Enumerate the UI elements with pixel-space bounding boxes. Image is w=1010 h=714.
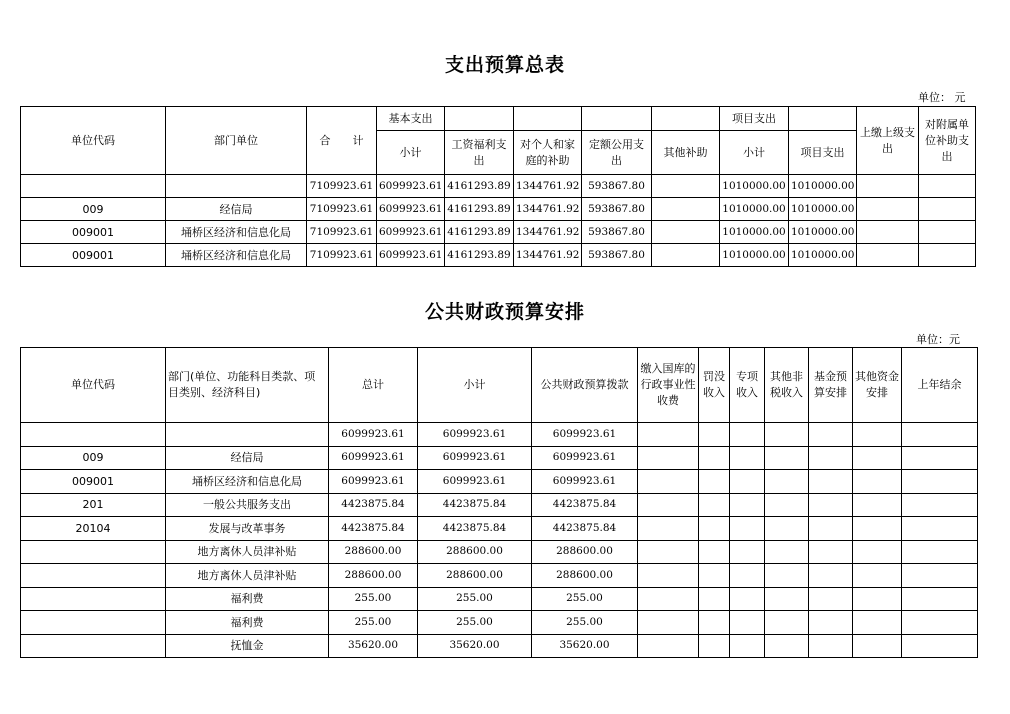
cell-public: 593867.80 — [582, 175, 652, 198]
header-dept: 部门(单位、功能科目类款、项目类别、经济科目) — [166, 348, 329, 423]
cell-personal: 1344761.92 — [514, 198, 582, 221]
cell-proj-subtotal: 1010000.00 — [720, 221, 789, 244]
cell-dept — [166, 175, 307, 198]
header-other: 其他补助 — [652, 131, 720, 175]
cell-subtotal: 255.00 — [418, 587, 532, 611]
header-nontax: 其他非税收入 — [765, 348, 809, 423]
cell-treasury — [638, 540, 699, 564]
header-project: 项目支出 — [720, 107, 789, 131]
cell-other-fund — [853, 493, 902, 517]
header-total: 合 计 — [307, 107, 377, 175]
header-subtotal: 小计 — [418, 348, 532, 423]
header-special: 专项收入 — [730, 348, 765, 423]
cell-proj-exp: 1010000.00 — [789, 175, 857, 198]
header-wage: 工资福利支出 — [445, 131, 514, 175]
header-fund: 基金预算安排 — [809, 348, 853, 423]
table2-title: 公共财政预算安排 — [424, 301, 585, 323]
cell-wage: 4161293.89 — [445, 221, 514, 244]
header-blank — [514, 107, 582, 131]
table-row — [21, 611, 978, 635]
cell-subtotal: 255.00 — [418, 611, 532, 635]
cell-total: 7109923.61 — [307, 221, 377, 244]
cell-code: 009 — [21, 198, 166, 221]
cell-affiliated — [919, 244, 976, 267]
cell-carryover — [902, 493, 978, 517]
cell-treasury — [638, 470, 699, 494]
table-row — [21, 198, 976, 221]
header-blank — [582, 107, 652, 131]
cell-special — [730, 564, 765, 588]
cell-dept: 地方离休人员津补贴 — [166, 564, 329, 588]
header-carryover: 上年结余 — [902, 348, 978, 423]
cell-code — [21, 540, 166, 564]
cell-fines — [699, 493, 730, 517]
header-appropriation: 公共财政预算拨款 — [532, 348, 638, 423]
cell-dept: 经信局 — [166, 198, 307, 221]
cell-total: 7109923.61 — [307, 175, 377, 198]
cell-treasury — [638, 564, 699, 588]
header-proj-subtotal: 小计 — [720, 131, 789, 175]
cell-other-fund — [853, 423, 902, 447]
cell-special — [730, 517, 765, 541]
cell-wage: 4161293.89 — [445, 198, 514, 221]
header-public: 定额公用支出 — [582, 131, 652, 175]
cell-fund — [809, 564, 853, 588]
cell-nontax — [765, 517, 809, 541]
cell-affiliated — [919, 175, 976, 198]
cell-proj-subtotal: 1010000.00 — [720, 244, 789, 267]
cell-special — [730, 470, 765, 494]
cell-subtotal: 6099923.61 — [418, 470, 532, 494]
cell-carryover — [902, 470, 978, 494]
cell-carryover — [902, 423, 978, 447]
header-fines: 罚没收入 — [699, 348, 730, 423]
cell-appropriation: 6099923.61 — [532, 423, 638, 447]
cell-dept: 抚恤金 — [166, 634, 329, 658]
cell-appropriation: 4423875.84 — [532, 517, 638, 541]
cell-dept: 埇桥区经济和信息化局 — [166, 244, 307, 267]
cell-subtotal: 6099923.61 — [377, 198, 445, 221]
cell-carryover — [902, 634, 978, 658]
cell-upper — [857, 198, 919, 221]
table1-title: 支出预算总表 — [444, 54, 565, 76]
cell-carryover — [902, 446, 978, 470]
cell-appropriation: 288600.00 — [532, 540, 638, 564]
cell-dept: 地方离休人员津补贴 — [166, 540, 329, 564]
cell-fund — [809, 446, 853, 470]
table-row — [21, 244, 976, 267]
header-personal: 对个人和家庭的补助 — [514, 131, 582, 175]
public-finance-budget-table — [20, 347, 978, 658]
table1-unit: 单位： 元 — [918, 91, 966, 104]
header-upper: 上缴上级支出 — [857, 107, 919, 175]
cell-public: 593867.80 — [582, 221, 652, 244]
cell-dept: 福利费 — [166, 611, 329, 635]
cell-fund — [809, 540, 853, 564]
cell-fines — [699, 517, 730, 541]
table-row — [21, 446, 978, 470]
cell-special — [730, 634, 765, 658]
header-unit-code: 单位代码 — [21, 348, 166, 423]
cell-personal: 1344761.92 — [514, 244, 582, 267]
cell-subtotal: 6099923.61 — [377, 244, 445, 267]
header-unit-code: 单位代码 — [21, 107, 166, 175]
cell-code — [21, 634, 166, 658]
cell-nontax — [765, 634, 809, 658]
cell-total: 6099923.61 — [329, 470, 418, 494]
cell-personal: 1344761.92 — [514, 221, 582, 244]
cell-fund — [809, 634, 853, 658]
cell-special — [730, 540, 765, 564]
cell-fines — [699, 611, 730, 635]
cell-total: 255.00 — [329, 587, 418, 611]
cell-carryover — [902, 564, 978, 588]
table-row — [21, 517, 978, 541]
header-blank — [652, 107, 720, 131]
table-row — [21, 175, 976, 198]
cell-dept: 经信局 — [166, 446, 329, 470]
cell-special — [730, 587, 765, 611]
cell-carryover — [902, 587, 978, 611]
cell-upper — [857, 175, 919, 198]
cell-total: 7109923.61 — [307, 198, 377, 221]
cell-code: 009001 — [21, 244, 166, 267]
cell-upper — [857, 244, 919, 267]
cell-total: 7109923.61 — [307, 244, 377, 267]
cell-upper — [857, 221, 919, 244]
cell-wage: 4161293.89 — [445, 244, 514, 267]
cell-wage: 4161293.89 — [445, 175, 514, 198]
cell-code: 009001 — [21, 221, 166, 244]
cell-subtotal: 6099923.61 — [418, 446, 532, 470]
cell-other — [652, 198, 720, 221]
cell-code — [21, 611, 166, 635]
cell-nontax — [765, 493, 809, 517]
cell-appropriation: 255.00 — [532, 611, 638, 635]
cell-nontax — [765, 564, 809, 588]
table-row — [21, 470, 978, 494]
cell-total: 4423875.84 — [329, 517, 418, 541]
cell-other-fund — [853, 470, 902, 494]
cell-fund — [809, 493, 853, 517]
cell-nontax — [765, 423, 809, 447]
header-treasury: 缴入国库的行政事业性收费 — [638, 348, 699, 423]
cell-dept — [166, 423, 329, 447]
cell-subtotal: 35620.00 — [418, 634, 532, 658]
cell-nontax — [765, 611, 809, 635]
cell-other-fund — [853, 517, 902, 541]
cell-subtotal: 4423875.84 — [418, 493, 532, 517]
header-subtotal: 小计 — [377, 131, 445, 175]
cell-total: 288600.00 — [329, 564, 418, 588]
table-row — [21, 423, 978, 447]
cell-personal: 1344761.92 — [514, 175, 582, 198]
cell-other-fund — [853, 587, 902, 611]
cell-subtotal: 6099923.61 — [377, 221, 445, 244]
table-row — [21, 540, 978, 564]
cell-carryover — [902, 540, 978, 564]
cell-fines — [699, 470, 730, 494]
cell-carryover — [902, 517, 978, 541]
cell-total: 255.00 — [329, 611, 418, 635]
cell-fines — [699, 540, 730, 564]
cell-code: 009001 — [21, 470, 166, 494]
cell-code: 201 — [21, 493, 166, 517]
cell-subtotal: 6099923.61 — [377, 175, 445, 198]
header-basic: 基本支出 — [377, 107, 445, 131]
cell-proj-exp: 1010000.00 — [789, 198, 857, 221]
header-total: 总计 — [329, 348, 418, 423]
cell-fund — [809, 470, 853, 494]
cell-affiliated — [919, 198, 976, 221]
cell-subtotal: 288600.00 — [418, 564, 532, 588]
cell-other-fund — [853, 634, 902, 658]
table-row — [21, 564, 978, 588]
cell-code: 009 — [21, 446, 166, 470]
cell-special — [730, 446, 765, 470]
table-row — [21, 634, 978, 658]
cell-nontax — [765, 446, 809, 470]
cell-code — [21, 175, 166, 198]
cell-appropriation: 35620.00 — [532, 634, 638, 658]
cell-nontax — [765, 587, 809, 611]
header-other-fund: 其他资金安排 — [853, 348, 902, 423]
cell-subtotal: 4423875.84 — [418, 517, 532, 541]
cell-fines — [699, 423, 730, 447]
cell-code: 20104 — [21, 517, 166, 541]
cell-treasury — [638, 587, 699, 611]
cell-proj-exp: 1010000.00 — [789, 244, 857, 267]
cell-code — [21, 564, 166, 588]
cell-other — [652, 244, 720, 267]
cell-code — [21, 423, 166, 447]
cell-appropriation: 255.00 — [532, 587, 638, 611]
cell-total: 6099923.61 — [329, 423, 418, 447]
cell-fines — [699, 587, 730, 611]
header-dept: 部门单位 — [166, 107, 307, 175]
cell-special — [730, 423, 765, 447]
cell-appropriation: 288600.00 — [532, 564, 638, 588]
cell-fund — [809, 423, 853, 447]
cell-other-fund — [853, 611, 902, 635]
cell-fines — [699, 634, 730, 658]
cell-fund — [809, 587, 853, 611]
cell-dept: 发展与改革事务 — [166, 517, 329, 541]
table-row — [21, 493, 978, 517]
cell-fund — [809, 517, 853, 541]
header-proj-exp: 项目支出 — [789, 131, 857, 175]
cell-other — [652, 221, 720, 244]
cell-proj-subtotal: 1010000.00 — [720, 198, 789, 221]
header-blank — [445, 107, 514, 131]
cell-total: 35620.00 — [329, 634, 418, 658]
header-affiliated: 对附属单位补助支出 — [919, 107, 976, 175]
cell-appropriation: 4423875.84 — [532, 493, 638, 517]
table2-unit: 单位：元 — [916, 333, 960, 346]
cell-public: 593867.80 — [582, 244, 652, 267]
cell-dept: 埇桥区经济和信息化局 — [166, 221, 307, 244]
cell-dept: 一般公共服务支出 — [166, 493, 329, 517]
cell-fines — [699, 446, 730, 470]
cell-nontax — [765, 470, 809, 494]
cell-appropriation: 6099923.61 — [532, 470, 638, 494]
cell-treasury — [638, 423, 699, 447]
cell-subtotal: 288600.00 — [418, 540, 532, 564]
cell-special — [730, 611, 765, 635]
cell-subtotal: 6099923.61 — [418, 423, 532, 447]
cell-carryover — [902, 611, 978, 635]
cell-fund — [809, 611, 853, 635]
cell-public: 593867.80 — [582, 198, 652, 221]
expenditure-budget-table — [20, 106, 976, 267]
cell-other-fund — [853, 540, 902, 564]
cell-code — [21, 587, 166, 611]
cell-proj-subtotal: 1010000.00 — [720, 175, 789, 198]
cell-treasury — [638, 446, 699, 470]
header-blank — [789, 107, 857, 131]
cell-other-fund — [853, 564, 902, 588]
table-row — [21, 587, 978, 611]
cell-nontax — [765, 540, 809, 564]
cell-appropriation: 6099923.61 — [532, 446, 638, 470]
cell-special — [730, 493, 765, 517]
cell-other-fund — [853, 446, 902, 470]
cell-affiliated — [919, 221, 976, 244]
cell-treasury — [638, 611, 699, 635]
cell-total: 6099923.61 — [329, 446, 418, 470]
cell-treasury — [638, 634, 699, 658]
cell-treasury — [638, 517, 699, 541]
cell-dept: 福利费 — [166, 587, 329, 611]
cell-total: 288600.00 — [329, 540, 418, 564]
table-row — [21, 221, 976, 244]
cell-other — [652, 175, 720, 198]
cell-treasury — [638, 493, 699, 517]
cell-dept: 埇桥区经济和信息化局 — [166, 470, 329, 494]
cell-fines — [699, 564, 730, 588]
cell-proj-exp: 1010000.00 — [789, 221, 857, 244]
cell-total: 4423875.84 — [329, 493, 418, 517]
